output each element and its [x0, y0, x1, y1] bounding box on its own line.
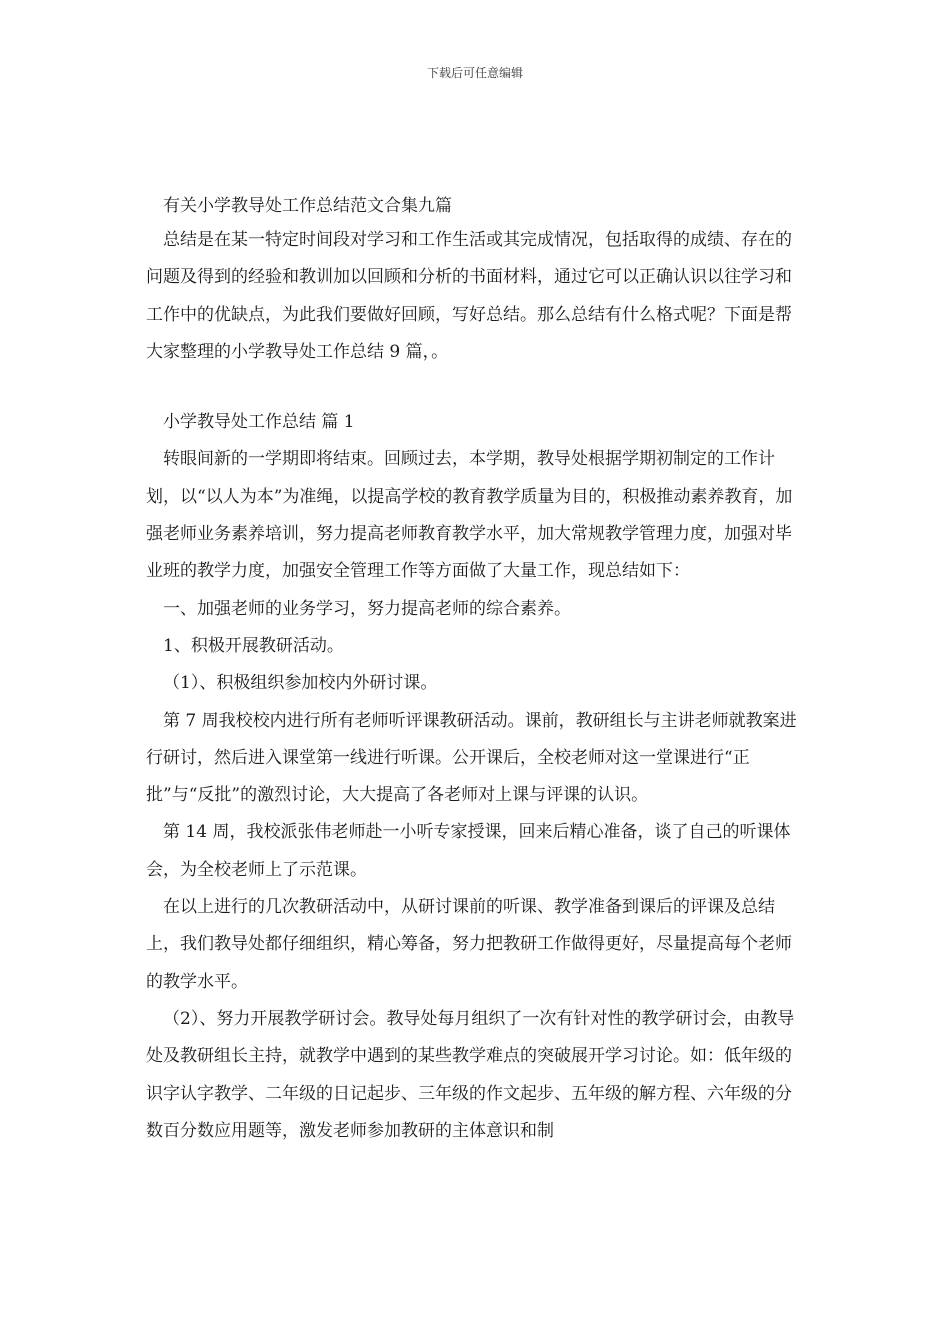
- paragraph: 在以上进行的几次教研活动中，从研讨课前的听课、教学准备到课后的评课及总结上，我们教导处都仔细组织，精心筹备，努力把教研工作做得更好，尽量提高每个老师的教学水平。: [146, 897, 792, 992]
- paragraph: 第 14 周，我校派张伟老师赴一小听专家授课，回来后精心准备，谈了自己的听课体会，为全校老师上了示范课。: [146, 822, 791, 880]
- paragraph: 转眼间新的一学期即将结束。回顾过去，本学期，教导处根据学期初制定的工作计划，以“以人为本”为准绳，以提高学校的教育教学质量为目的，积极推动素养教育，加强老师业务素养培训，努力提高老师教育教学水平，加大常规教学管理力度，加强对毕业班的教学力度，加强安全管理工作等方面做了大量工作，现总结如下：: [146, 449, 793, 582]
- intro-paragraph: 总结是在某一特定时间段对学习和工作生活或其完成情况，包括取得的成绩、存在的问题及得到的经验和教训加以回顾和分析的书面材料，通过它可以正确认识以往学习和工作中的优缺点，为此我们要做好回顾，写好总结。那么总结有什么格式呢？下面是帮大家整理的小学教导处工作总结 9 篇，。: [146, 230, 792, 362]
- spacer: [146, 371, 806, 404]
- document-title: 有关小学教导处工作总结范文合集九篇: [163, 196, 452, 216]
- paragraph: 一、加强老师的业务学习，努力提高老师的综合素养。: [163, 598, 571, 619]
- document-body: [146, 192, 806, 1150]
- paragraph: （1）、积极组织参加校内外研讨课。: [163, 673, 438, 694]
- paragraph: 第 7 周我校校内进行所有老师听评课教研活动。课前，教研组长与主讲老师就教案进行研讨，然后进入课堂第一线进行听课。公开课后，全校老师对这一堂课进行“正批”与“反批”的激烈讨论，大大提高了各老师对上课与评课的认识。: [146, 710, 797, 806]
- paragraph: （2）、努力开展教学研讨会。教导处每月组织了一次有针对性的教学研讨会，由教导处及教研组长主持，就教学中遇到的某些教学难点的突破展开学习讨论。如：低年级的识字认字教学、二年级的日记起步、三年级的作文起步、五年级的解方程、六年级的分数百分数应用题等，激发老师参加教研的主体意识和制: [146, 1008, 795, 1141]
- paragraph: 1、积极开展教研活动。: [163, 635, 344, 656]
- section-heading: 小学教导处工作总结 篇 1: [163, 412, 355, 433]
- page-header: 下载后可任意编辑: [426, 66, 523, 80]
